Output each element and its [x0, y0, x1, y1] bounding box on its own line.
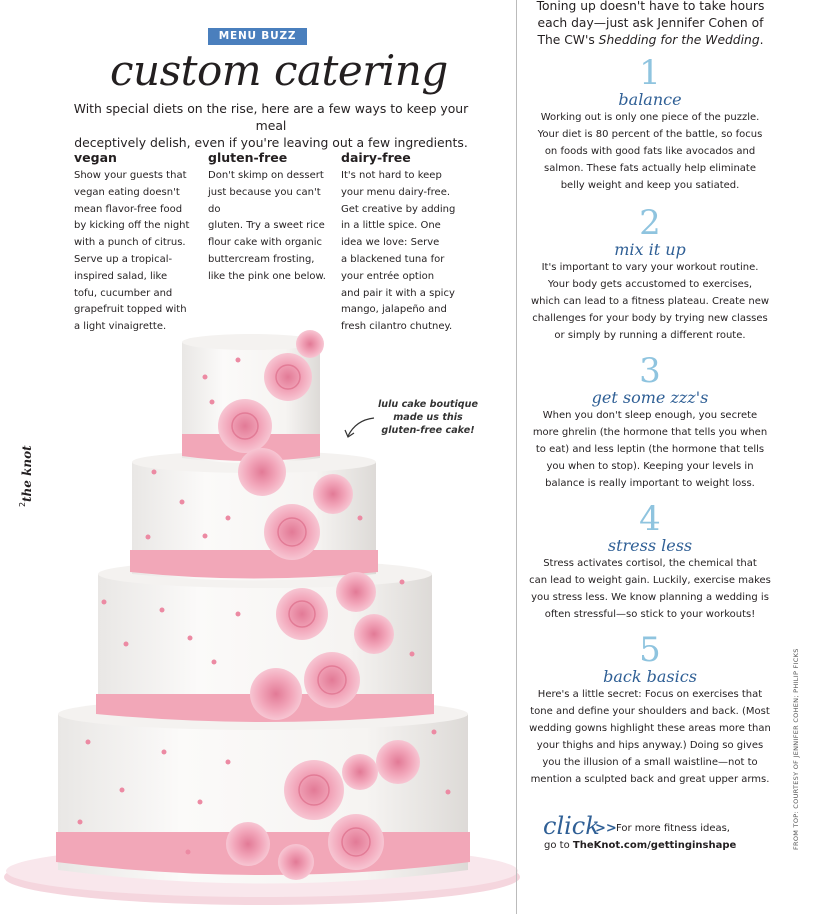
tip-back-basics	[528, 630, 772, 788]
intro	[528, 0, 773, 49]
column-vegan	[74, 150, 202, 336]
column-line: inspired salad, like	[74, 270, 168, 282]
intro-line: each day—just ask Jennifer Cohen of	[537, 16, 764, 30]
double-arrow-icon: >>	[595, 821, 617, 836]
tip-line: more ghrelin (the hormone that tells you when	[532, 426, 768, 438]
tip-line: on foods with good fats like avocados and	[544, 145, 756, 157]
tip-line: challenges for your body by trying new classes	[532, 312, 768, 324]
column-line: mango, jalapeño and	[341, 304, 447, 316]
deck-line: With special diets on the rise, here are a few ways to keep your meal	[73, 101, 469, 133]
column-line: in a little spice. One	[341, 220, 441, 232]
tip-body	[528, 687, 772, 788]
column-line: your menu dairy-free.	[341, 186, 451, 198]
tip-line: tone and define your shoulders and back. (Most	[530, 705, 770, 717]
intro-line	[528, 32, 773, 49]
column-line: buttercream frosting,	[208, 253, 315, 265]
column-heading: vegan	[74, 150, 117, 165]
tip-number: 3	[639, 351, 661, 391]
column-line: Show your guests that	[74, 170, 187, 181]
website-link[interactable]: TheKnot.com/gettinginshape	[572, 840, 737, 851]
tip-line: salmon. These fats actually help eliminate	[544, 162, 756, 174]
note-line: lulu cake boutique	[378, 399, 478, 410]
tip-body	[528, 260, 772, 345]
tip-line: Here's a little secret: Focus on exercises that	[537, 689, 763, 700]
column-line: vegan eating doesn't	[74, 186, 180, 198]
column-line: idea we love: Serve	[341, 237, 440, 249]
deck	[60, 100, 482, 151]
column-line: tofu, cucumber and	[74, 287, 173, 299]
tip-mix-it-up	[528, 203, 772, 345]
arrow-icon	[342, 414, 376, 440]
tip-line: Stress activates cortisol, the chemical that	[543, 558, 757, 569]
tip-line: belly weight and keep you satiated.	[560, 179, 740, 191]
tip-line: often stressful—so stick to your workouts!	[544, 608, 756, 620]
tip-number: 4	[639, 499, 661, 539]
note-line: made us this	[393, 412, 463, 423]
tip-line: Your body gets accustomed to exercises,	[547, 278, 753, 290]
page-divider	[516, 0, 517, 914]
column-line: grapefruit topped with	[74, 304, 187, 316]
column-heading: dairy-free	[341, 150, 411, 165]
tip-line: you the illusion of a small waistline—not to	[542, 756, 758, 768]
column-line: your entrée option	[341, 270, 435, 282]
tip-body	[528, 408, 772, 493]
tip-line: balance is really important to weight loss.	[545, 477, 755, 489]
column-line: Don't skimp on dessert	[208, 170, 324, 181]
tip-title: stress less	[607, 536, 693, 555]
click-text: For more fitness ideas,	[616, 823, 730, 834]
column-line: like the pink one below.	[208, 270, 326, 282]
intro-end: .	[759, 33, 764, 47]
column-line: and pair it with a spicy	[341, 287, 455, 299]
tip-title: get some zzz's	[591, 388, 709, 407]
magazine-logo	[18, 445, 40, 530]
tip-line: When you don't sleep enough, you secrete	[542, 410, 758, 421]
tip-line: your thighs and hips anyway.) Doing so gives	[536, 739, 764, 751]
section-tag: MENU BUZZ	[208, 28, 307, 45]
click-label: click	[543, 812, 600, 840]
note-line: gluten-free cake!	[381, 425, 475, 436]
tip-line: which can lead to a fitness plateau. Create new	[530, 295, 770, 307]
column-line: a blackened tuna for	[341, 253, 445, 265]
intro-line: Toning up doesn't have to take hours	[536, 0, 765, 13]
show-title: Shedding for the Wedding	[598, 33, 760, 47]
column-line: It's not hard to keep	[341, 170, 442, 181]
tip-body	[528, 556, 772, 624]
photo-credit: FROM TOP: COURTESY OF JENNIFER COHEN; PHILIP FICKS	[792, 648, 800, 850]
column-line: a light vinaigrette.	[74, 321, 167, 333]
click-url-line	[544, 840, 736, 851]
tip-line: Working out is only one piece of the puzzle.	[540, 112, 760, 123]
tip-number: 2	[639, 203, 661, 243]
tip-line: It's important to vary your workout routine.	[541, 262, 759, 273]
column-line: Serve up a tropical-	[74, 253, 173, 265]
column-line: with a punch of citrus.	[74, 237, 186, 249]
column-heading: gluten-free	[208, 150, 288, 165]
tip-title: balance	[618, 90, 682, 109]
page-number: 2	[18, 501, 28, 508]
tip-title: back basics	[603, 667, 697, 686]
click-url-prefix: go to	[544, 840, 573, 851]
tip-body	[528, 110, 772, 195]
tip-title: mix it up	[614, 240, 686, 259]
intro-text: The CW's	[537, 33, 599, 47]
deck-line: deceptively delish, even if you're leaving out a few ingredients.	[74, 135, 468, 150]
tip-line: to eat) and less leptin (the hormone that tells	[535, 443, 765, 455]
handwritten-note	[374, 398, 482, 437]
column-line: gluten. Try a sweet rice	[208, 220, 325, 232]
column-line: fresh cilantro chutney.	[341, 321, 453, 333]
tip-stress-less	[528, 499, 772, 624]
tip-number: 1	[639, 53, 661, 93]
tip-line: you stress less. We know planning a wedding is	[531, 591, 769, 603]
column-line: mean flavor-free food	[74, 203, 183, 215]
tip-number: 5	[639, 630, 661, 670]
magazine-logo-text: the knot	[20, 445, 34, 502]
column-line: by kicking off the night	[74, 220, 190, 232]
tip-line: Your diet is 80 percent of the battle, so focus	[537, 128, 763, 140]
tip-line: wedding gowns highlight these areas more than	[529, 722, 771, 734]
column-line: just because you can't do	[208, 186, 321, 215]
tip-line: or simply by running a different route.	[554, 329, 746, 341]
tip-line: you when to stop). Keeping your levels in	[546, 460, 754, 472]
tip-balance	[528, 53, 772, 195]
tip-get-some-zzzs	[528, 351, 772, 493]
headline: custom catering	[110, 46, 448, 95]
column-line: flour cake with organic	[208, 237, 322, 249]
column-line: Get creative by adding	[341, 203, 456, 215]
tip-line: mention a sculpted back and great upper arms.	[530, 773, 770, 785]
column-dairy-free	[341, 150, 461, 336]
column-gluten-free	[208, 150, 332, 286]
tip-line: can lead to weight gain. Luckily, exercise makes	[529, 574, 771, 586]
